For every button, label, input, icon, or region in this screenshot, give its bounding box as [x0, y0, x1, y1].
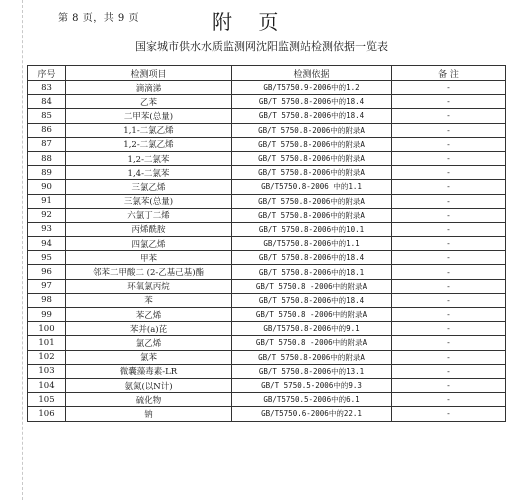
cell-item: 1,4-二氯苯: [66, 166, 232, 180]
cell-number: 89: [28, 166, 66, 180]
cell-basis: GB/T5750.6-2006中的22.1: [232, 407, 392, 421]
cell-note: -: [392, 336, 506, 350]
cell-number: 86: [28, 123, 66, 137]
cell-item: 苯并(a)芘: [66, 322, 232, 336]
cell-basis: GB/T5750.9-2006中的1.2: [232, 81, 392, 95]
cell-number: 100: [28, 322, 66, 336]
table-row: [28, 293, 506, 307]
cell-item: 1,2-二氯苯: [66, 151, 232, 165]
cell-basis: GB/T 5750.8-2006中的附录A: [232, 123, 392, 137]
cell-number: 87: [28, 137, 66, 151]
cell-item: 三氯乙烯: [66, 180, 232, 194]
cell-basis: GB/T 5750.8 -2006中的附录A: [232, 279, 392, 293]
cell-number: 93: [28, 222, 66, 236]
cell-note: -: [392, 95, 506, 109]
table-row: [28, 194, 506, 208]
table-row: [28, 81, 506, 95]
cell-number: 98: [28, 293, 66, 307]
cell-item: 甲苯: [66, 251, 232, 265]
table-header-row: [28, 66, 506, 81]
cell-note: -: [392, 293, 506, 307]
cell-item: 微囊藻毒素-LR: [66, 364, 232, 378]
cell-note: -: [392, 81, 506, 95]
table-row: [28, 393, 506, 407]
cell-note: -: [392, 194, 506, 208]
cell-item: 1,2-二氯乙烯: [66, 137, 232, 151]
column-header-no: 序号: [28, 66, 66, 81]
cell-item: 六氯丁二烯: [66, 208, 232, 222]
cell-number: 103: [28, 364, 66, 378]
cell-item: 邻苯二甲酸二 (2-乙基己基)酯: [66, 265, 232, 279]
column-header-basis: 检测依据: [232, 66, 392, 81]
cell-number: 83: [28, 81, 66, 95]
table-row: [28, 237, 506, 251]
cell-note: -: [392, 407, 506, 421]
cell-basis: GB/T 5750.8-2006中的附录A: [232, 137, 392, 151]
document-title: 国家城市供水水质监测网沈阳监测站检测依据一览表: [135, 40, 388, 53]
cell-item: 环氧氯丙烷: [66, 279, 232, 293]
cell-item: 三氯苯(总量): [66, 194, 232, 208]
table-row: [28, 265, 506, 279]
cell-basis: GB/T 5750.8-2006中的附录A: [232, 166, 392, 180]
cell-basis: GB/T 5750.8-2006中的10.1: [232, 222, 392, 236]
cell-basis: GB/T 5750.8-2006中的18.4: [232, 251, 392, 265]
cell-number: 85: [28, 109, 66, 123]
cell-note: -: [392, 308, 506, 322]
cell-number: 88: [28, 151, 66, 165]
cell-number: 99: [28, 308, 66, 322]
cell-number: 105: [28, 393, 66, 407]
cell-item: 二甲苯(总量): [66, 109, 232, 123]
table-row: [28, 95, 506, 109]
cell-note: -: [392, 393, 506, 407]
cell-item: 乙苯: [66, 95, 232, 109]
cell-item: 四氯乙烯: [66, 237, 232, 251]
page-number: 第 8 页，共 9 页: [58, 13, 139, 24]
cell-number: 106: [28, 407, 66, 421]
cell-basis: GB/T 5750.8-2006中的18.4: [232, 109, 392, 123]
table-row: [28, 308, 506, 322]
table-row: [28, 251, 506, 265]
cell-number: 92: [28, 208, 66, 222]
cell-note: -: [392, 151, 506, 165]
cell-basis: GB/T5750.8-2006 中的1.1: [232, 180, 392, 194]
standards-table: [27, 65, 506, 422]
cell-note: -: [392, 322, 506, 336]
cell-note: -: [392, 279, 506, 293]
cell-basis: GB/T 5750.8-2006中的附录A: [232, 208, 392, 222]
table-row: [28, 109, 506, 123]
table-row: [28, 322, 506, 336]
cell-item: 苯: [66, 293, 232, 307]
cell-basis: GB/T 5750.8-2006中的18.1: [232, 265, 392, 279]
table-row: [28, 364, 506, 378]
cell-number: 101: [28, 336, 66, 350]
cell-number: 84: [28, 95, 66, 109]
cell-number: 95: [28, 251, 66, 265]
cell-note: -: [392, 180, 506, 194]
cell-item: 钠: [66, 407, 232, 421]
cell-basis: GB/T 5750.8-2006中的18.4: [232, 293, 392, 307]
table-row: [28, 336, 506, 350]
table-row: [28, 123, 506, 137]
cell-number: 102: [28, 350, 66, 364]
table-row: [28, 279, 506, 293]
cell-basis: GB/T 5750.8 -2006中的附录A: [232, 308, 392, 322]
cell-note: -: [392, 364, 506, 378]
cell-item: 丙烯酰胺: [66, 222, 232, 236]
cell-number: 104: [28, 378, 66, 392]
table-row: [28, 208, 506, 222]
cell-item: 1,1-二氯乙烯: [66, 123, 232, 137]
cell-basis: GB/T 5750.8-2006中的附录A: [232, 194, 392, 208]
table-row: [28, 407, 506, 421]
cell-basis: GB/T 5750.5-2006中的9.3: [232, 378, 392, 392]
cell-item: 氯苯: [66, 350, 232, 364]
cell-item: 苯乙烯: [66, 308, 232, 322]
column-header-note: 备 注: [392, 66, 506, 81]
cell-number: 96: [28, 265, 66, 279]
cell-basis: GB/T 5750.8-2006中的附录A: [232, 350, 392, 364]
table-row: [28, 180, 506, 194]
cell-note: -: [392, 137, 506, 151]
cell-basis: GB/T 5750.8-2006中的附录A: [232, 151, 392, 165]
cell-number: 97: [28, 279, 66, 293]
cell-number: 91: [28, 194, 66, 208]
appendix-title: 附 页: [212, 10, 289, 34]
cell-number: 94: [28, 237, 66, 251]
cell-note: -: [392, 166, 506, 180]
cell-note: -: [392, 350, 506, 364]
table-row: [28, 378, 506, 392]
cell-note: -: [392, 123, 506, 137]
cell-basis: GB/T 5750.8-2006中的13.1: [232, 364, 392, 378]
cell-item: 氯乙烯: [66, 336, 232, 350]
table-row: [28, 137, 506, 151]
table-row: [28, 151, 506, 165]
cell-number: 90: [28, 180, 66, 194]
cell-note: -: [392, 208, 506, 222]
cell-note: -: [392, 237, 506, 251]
table-row: [28, 166, 506, 180]
table-row: [28, 350, 506, 364]
cell-basis: GB/T 5750.8-2006中的18.4: [232, 95, 392, 109]
cell-note: -: [392, 222, 506, 236]
cell-note: -: [392, 251, 506, 265]
cell-item: 硫化物: [66, 393, 232, 407]
table-row: [28, 222, 506, 236]
cell-note: -: [392, 378, 506, 392]
column-header-item: 检测项目: [66, 66, 232, 81]
cell-basis: GB/T5750.5-2006中的6.1: [232, 393, 392, 407]
cell-basis: GB/T5750.8-2006中的1.1: [232, 237, 392, 251]
cell-note: -: [392, 265, 506, 279]
table-body: [28, 81, 506, 422]
cell-item: 滴滴涕: [66, 81, 232, 95]
cell-item: 氨氮(以N计): [66, 378, 232, 392]
cell-basis: GB/T 5750.8 -2006中的附录A: [232, 336, 392, 350]
cell-basis: GB/T5750.8-2006中的9.1: [232, 322, 392, 336]
binding-margin-line: [0, 0, 23, 500]
cell-note: -: [392, 109, 506, 123]
